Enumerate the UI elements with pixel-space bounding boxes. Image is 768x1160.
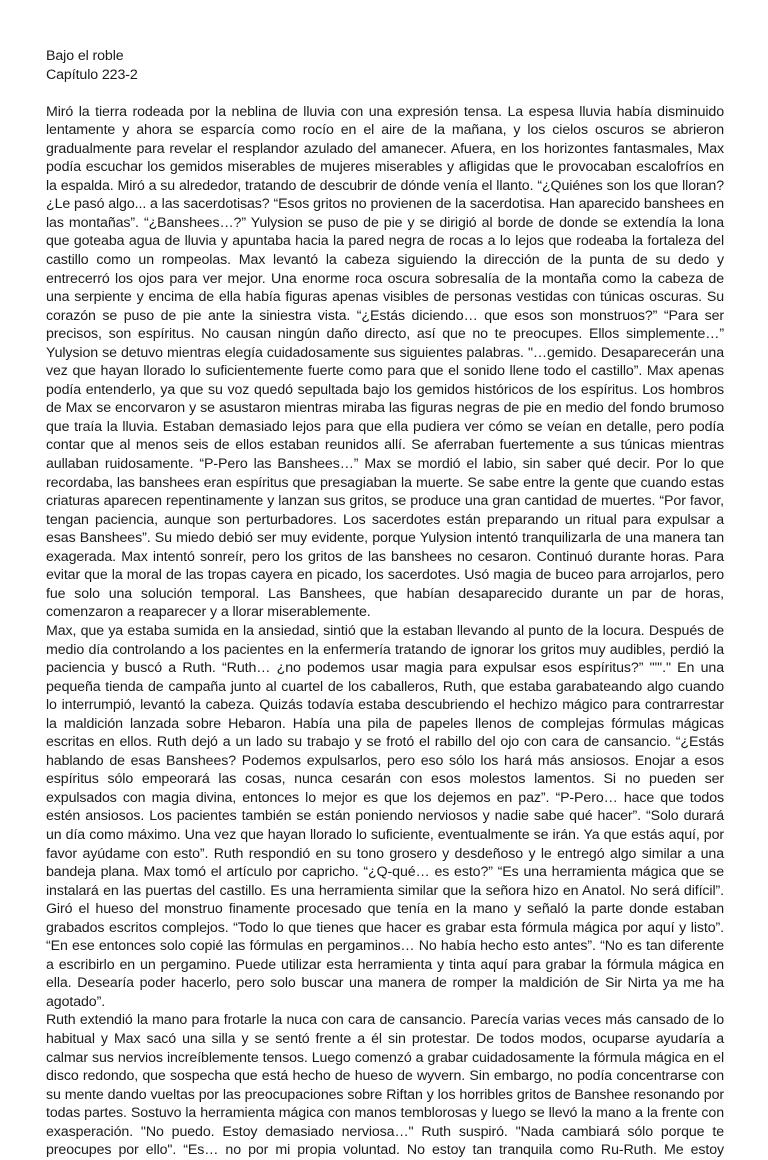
document-page [46,47,724,1160]
body-paragraph-1: Miró la tierra rodeada por la neblina de lluvia con una expresión tensa. La espesa lluvia había disminuido lentamente y ahora se esparcía como rocío en el aire de la mañana, y los cielos oscuros se abrieron gradualmente para revelar el resplandor azulado del amanecer. Afuera, en los horizontes fantasmales, Max podía escuchar los gemidos miserables de mujeres miserables y afligidas que le provocaban escalofríos en la espalda. Miró a su alrededor, tratando de descubrir de dónde venía el llanto. “¿Quiénes son los que lloran? ¿Le pasó algo... a las sacerdotisas? “Esos gritos no provienen de la sacerdotisa. Han aparecido banshees en las montañas”. “¿Banshees…?” Yulysion se puso de pie y se dirigió al borde de donde se extendía la lona que goteaba agua de lluvia y apuntaba hacia la pared negra de rocas a lo lejos que rodeaba la fortaleza del castillo como un rompeolas. Max levantó la cabeza siguiendo la dirección de la punta de su dedo y entrecerró los ojos para ver mejor. Una enorme roca oscura sobresalía de la montaña como la cabeza de una serpiente y encima de ella había figuras apenas visibles de personas vestidas con túnicas oscuras. Su corazón se puso de pie ante la siniestra vista. “¿Estás diciendo… que esos son monstruos?” “Para ser precisos, son espíritus. No causan ningún daño directo, así que no te preocupes. Ellos simplemente…” Yulysion se detuvo mientras elegía cuidadosamente sus siguientes palabras. "…gemido. Desaparecerán una vez que hayan llorado lo suficientemente fuerte como para que el sonido llene todo el castillo”. Max apenas podía entenderlo, ya que su voz quedó sepultada bajo los gemidos históricos de los espíritus. Los hombros de Max se encorvaron y se asustaron mientras miraba las figuras negras de pie en medio del fondo brumoso que traía la lluvia. Estaban demasiado lejos para que ella pudiera ver cómo se veían en detalle, pero podía contar que al menos seis de ellos estaban reunidos allí. Se aferraban fuertemente a sus túnicas mientras aullaban ruidosamente. “P-Pero las Banshees…” Max se mordió el labio, sin saber qué decir. Por lo que recordaba, las banshees eran espíritus que presagiaban la muerte. Se sabe entre la gente que cuando estas criaturas aparecen repentinamente y lanzan sus gritos, se produce una gran cantidad de muertes. “Por favor, tengan paciencia, aunque son perturbadores. Los sacerdotes están preparando un ritual para expulsar a esas Banshees”. Su miedo debió ser muy evidente, porque Yulysion intentó tranquilizarla de una manera tan exagerada. Max intentó sonreír, pero los gritos de las banshees no cesaron. Continuó durante horas. Para evitar que la moral de las tropas cayera en picado, los sacerdotes. Usó magia de buceo para arrojarlos, pero fue solo una solución temporal. Las Banshees, que habían desaparecido durante un par de horas, comenzaron a reaparecer y a llorar miserablemente. [46,103,724,621]
chapter-label: Capítulo 223-2 [46,66,138,83]
document-heading [46,47,724,84]
document-title: Bajo el roble [46,48,124,64]
body-paragraph-2: Max, que ya estaba sumida en la ansiedad, sintió que la estaban llevando al punto de la locura. Después de medio día controlando a los pacientes en la enfermería tratando de ignorar los gritos muy audibles, perdió la paciencia y buscó a Ruth. “Ruth… ¿no podemos usar magia para expulsar esos espíritus?” ""'." En una pequeña tienda de campaña junto al cuartel de los caballeros, Ruth, que estaba garabateando algo cuando lo interrumpió, levantó la cabeza. Quizás todavía estaba descubriendo el hechizo mágico para contrarrestar la maldición lanzada sobre Hebaron. Había una pila de papeles llenos de complejas fórmulas mágicas escritas en ellos. Ruth dejó a un lado su trabajo y se frotó el rabillo del ojo con cara de cansancio. “¿Estás hablando de esas Banshees? Podemos expulsarlos, pero eso sólo los hará más ansiosos. Enojar a esos espíritus sólo empeorará las cosas, nunca cesarán con esos molestos lamentos. Si no pueden ser expulsados con magia divina, entonces lo mejor es que los dejemos en paz”. “P-Pero… hace que todos estén ansiosos. Los pacientes también se están poniendo nerviosos y nadie sabe qué hacer”. “Solo durará un día como máximo. Una vez que hayan llorado lo suficiente, eventualmente se irán. Ya que estás aquí, por favor ayúdame con esto”. Ruth respondió en su tono grosero y desdeñoso y le entregó algo similar a una bandeja plana. Max tomó el artículo por capricho. “¿Q-qué… es esto?” “Es una herramienta mágica que se instalará en las puertas del castillo. Es una herramienta similar que la señora hizo en Anatol. No será difícil”. Giró el hueso del monstruo finamente procesado que tenía en la mano y señaló la parte donde estaban grabados escritos complejos. “Todo lo que tienes que hacer es grabar esta fórmula mágica por aquí y listo”. “En ese entonces solo copié las fórmulas en pergaminos… No había hecho esto antes”. “No es tan diferente a escribirlo en un pergamino. Puede utilizar esta herramienta y tinta aquí para grabar la fórmula mágica en ella. Desearía poder hacerlo, pero solo buscar una manera de romper la maldición de Sir Nirta ya me ha agotado”. [46,622,724,1010]
body-paragraph-3: Ruth extendió la mano para frotarle la nuca con cara de cansancio. Parecía varias veces más cansado de lo habitual y Max sacó una silla y se sentó frente a él sin protestar. De todos modos, ocuparse ayudaría a calmar sus nervios increíblemente tensos. Luego comenzó a grabar cuidadosamente la fórmula mágica en el disco redondo, que sospecha que está hecho de hueso de wyvern. Sin embargo, no podía concentrarse con su mente dando vueltas por las preocupaciones sobre Riftan y los horribles gritos de Banshee resonando por todas partes. Sostuvo la herramienta mágica con manos temblorosas y luego se llevó la mano a la frente con exasperación. "No puedo. Estoy demasiado nerviosa…" Ruth suspiró. "Nada cambiará sólo porque te preocupes por ello". “Es… no por mi propia voluntad. No estoy tan tranquila como Ru-Ruth. Me estoy [46,1012,724,1159]
blank-line [46,84,724,103]
